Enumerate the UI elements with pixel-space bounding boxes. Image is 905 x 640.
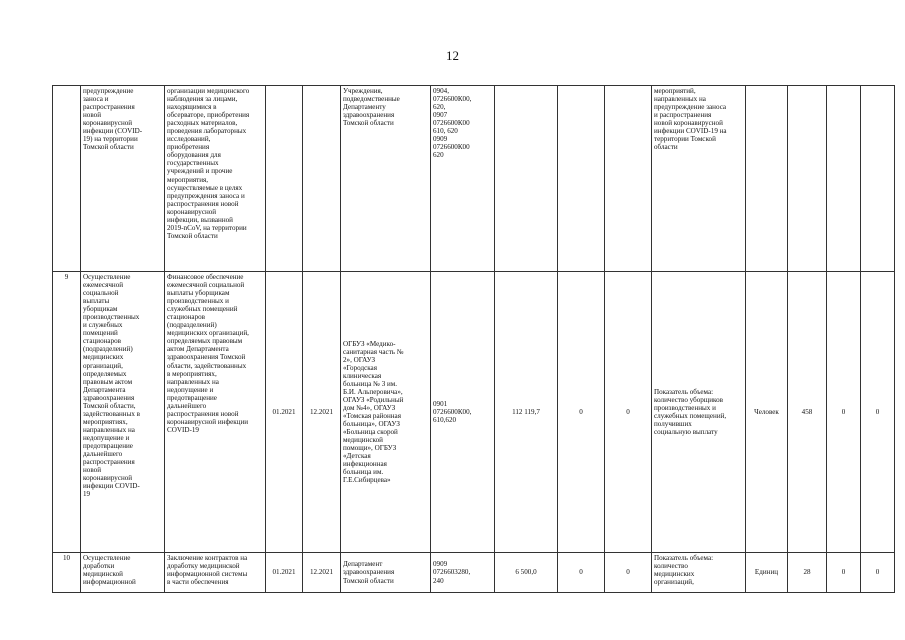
cell-target: 28 — [788, 553, 827, 593]
cell-unit: Единиц — [746, 553, 788, 593]
cell-number: 10 — [53, 553, 81, 593]
table-row — [53, 272, 895, 553]
cell-amount: 112 119,7 — [495, 272, 558, 553]
cell-amount: 6 500,0 — [495, 553, 558, 593]
cell-executor: Учреждения, подведомственные Департаменту здравоохранения Томской области — [341, 86, 431, 272]
table-row — [53, 553, 895, 593]
cell-description: Финансовое обеспечение ежемесячной социальной выплаты уборщикам производственных и служебных помещений стационаров (подразделений) медицинских организаций, определяемых правовым актом Департамента здравоохранения Томской области, задействованных в мероприятиях, направленных на недопущение и предотвращение дальнейшего распространения новой коронавирусной инфекции COVID-19 — [165, 272, 266, 553]
cell-target-2023 — [861, 86, 895, 272]
cell-target-2022: 0 — [827, 553, 861, 593]
cell-event-name: Осуществление ежемесячной социальной выплаты уборщикам производственных и служебных помещений стационаров (подразделений) медицинских организаций, определяемых правовым актом Департамента здравоохранения Томской области, задействованных в мероприятиях, направленных на недопущение и предотвращение дальнейшего распространения новой коронавирусной инфекции COVID- 19 — [81, 272, 165, 553]
cell-amount — [495, 86, 558, 272]
cell-kbk: 0909 0726603280, 240 — [431, 553, 495, 593]
cell-description: Заключение контрактов на доработку медицинской информационной системы в части обеспечения — [165, 553, 266, 593]
cell-executor: Департамент здравоохранения Томской области — [341, 553, 431, 593]
cell-end: 12.2021 — [303, 272, 341, 553]
cell-start: 01.2021 — [266, 553, 303, 593]
cell-value-2023 — [605, 86, 652, 272]
cell-target-2022: 0 — [827, 272, 861, 553]
cell-target: 458 — [788, 272, 827, 553]
cell-start — [266, 86, 303, 272]
cell-target-2023: 0 — [861, 553, 895, 593]
cell-target-2022 — [827, 86, 861, 272]
cell-description: организации медицинского наблюдения за лицами, находящимися в обсерваторе, приобретения расходных материалов, проведения лабораторных исследований, приобретения оборудования для государственных учреждений и прочие мероприятия, осуществляемые в целях предупреждения заноса и распространения новой коронавирусной инфекции, вызванной 2019-nCoV, на территории Томской области — [165, 86, 266, 272]
cell-start: 01.2021 — [266, 272, 303, 553]
cell-target — [788, 86, 827, 272]
table-row — [53, 86, 895, 272]
cell-number: 9 — [53, 272, 81, 553]
cell-indicator: Показатель объема: количество медицинских организаций, — [652, 553, 746, 593]
cell-indicator: Показатель объема: количество уборщиков производственных и служебных помещений, получивших социальную выплату — [652, 272, 746, 553]
cell-value-2023: 0 — [605, 553, 652, 593]
cell-target-2023: 0 — [861, 272, 895, 553]
cell-event-name: Осуществление доработки медицинской информационной — [81, 553, 165, 593]
cell-kbk: 0904, 0726600К00, 620, 0907 0726600К00 610, 620 0909 0726600К00 620 — [431, 86, 495, 272]
cell-value-2023: 0 — [605, 272, 652, 553]
cell-end — [303, 86, 341, 272]
program-table — [52, 85, 895, 593]
cell-value-2022 — [558, 86, 605, 272]
cell-unit: Человек — [746, 272, 788, 553]
cell-indicator: мероприятий, направленных на предупреждение заноса и распространения новой коронавирусной инфекции COVID-19 на территории Томской области — [652, 86, 746, 272]
cell-value-2022: 0 — [558, 272, 605, 553]
cell-unit — [746, 86, 788, 272]
page-number: 12 — [446, 48, 459, 63]
cell-executor: ОГБУЗ «Медико- санитарная часть № 2», ОГАУЗ «Городская клиническая больница № 3 им. Б.И. Альперовича», ОГАУЗ «Родильный дом №4», ОГАУЗ «Томская районная больница», ОГАУЗ «Больница скорой медицинской помощи», ОГБУЗ «Детская инфекционная больница им. Г.Е.Сибирцева» — [341, 272, 431, 553]
cell-end: 12.2021 — [303, 553, 341, 593]
cell-number — [53, 86, 81, 272]
cell-kbk: 0901 0726600К00, 610,620 — [431, 272, 495, 553]
cell-event-name: предупреждение заноса и распространения новой коронавирусной инфекции (COVID- 19) на территории Томской области — [81, 86, 165, 272]
cell-value-2022: 0 — [558, 553, 605, 593]
